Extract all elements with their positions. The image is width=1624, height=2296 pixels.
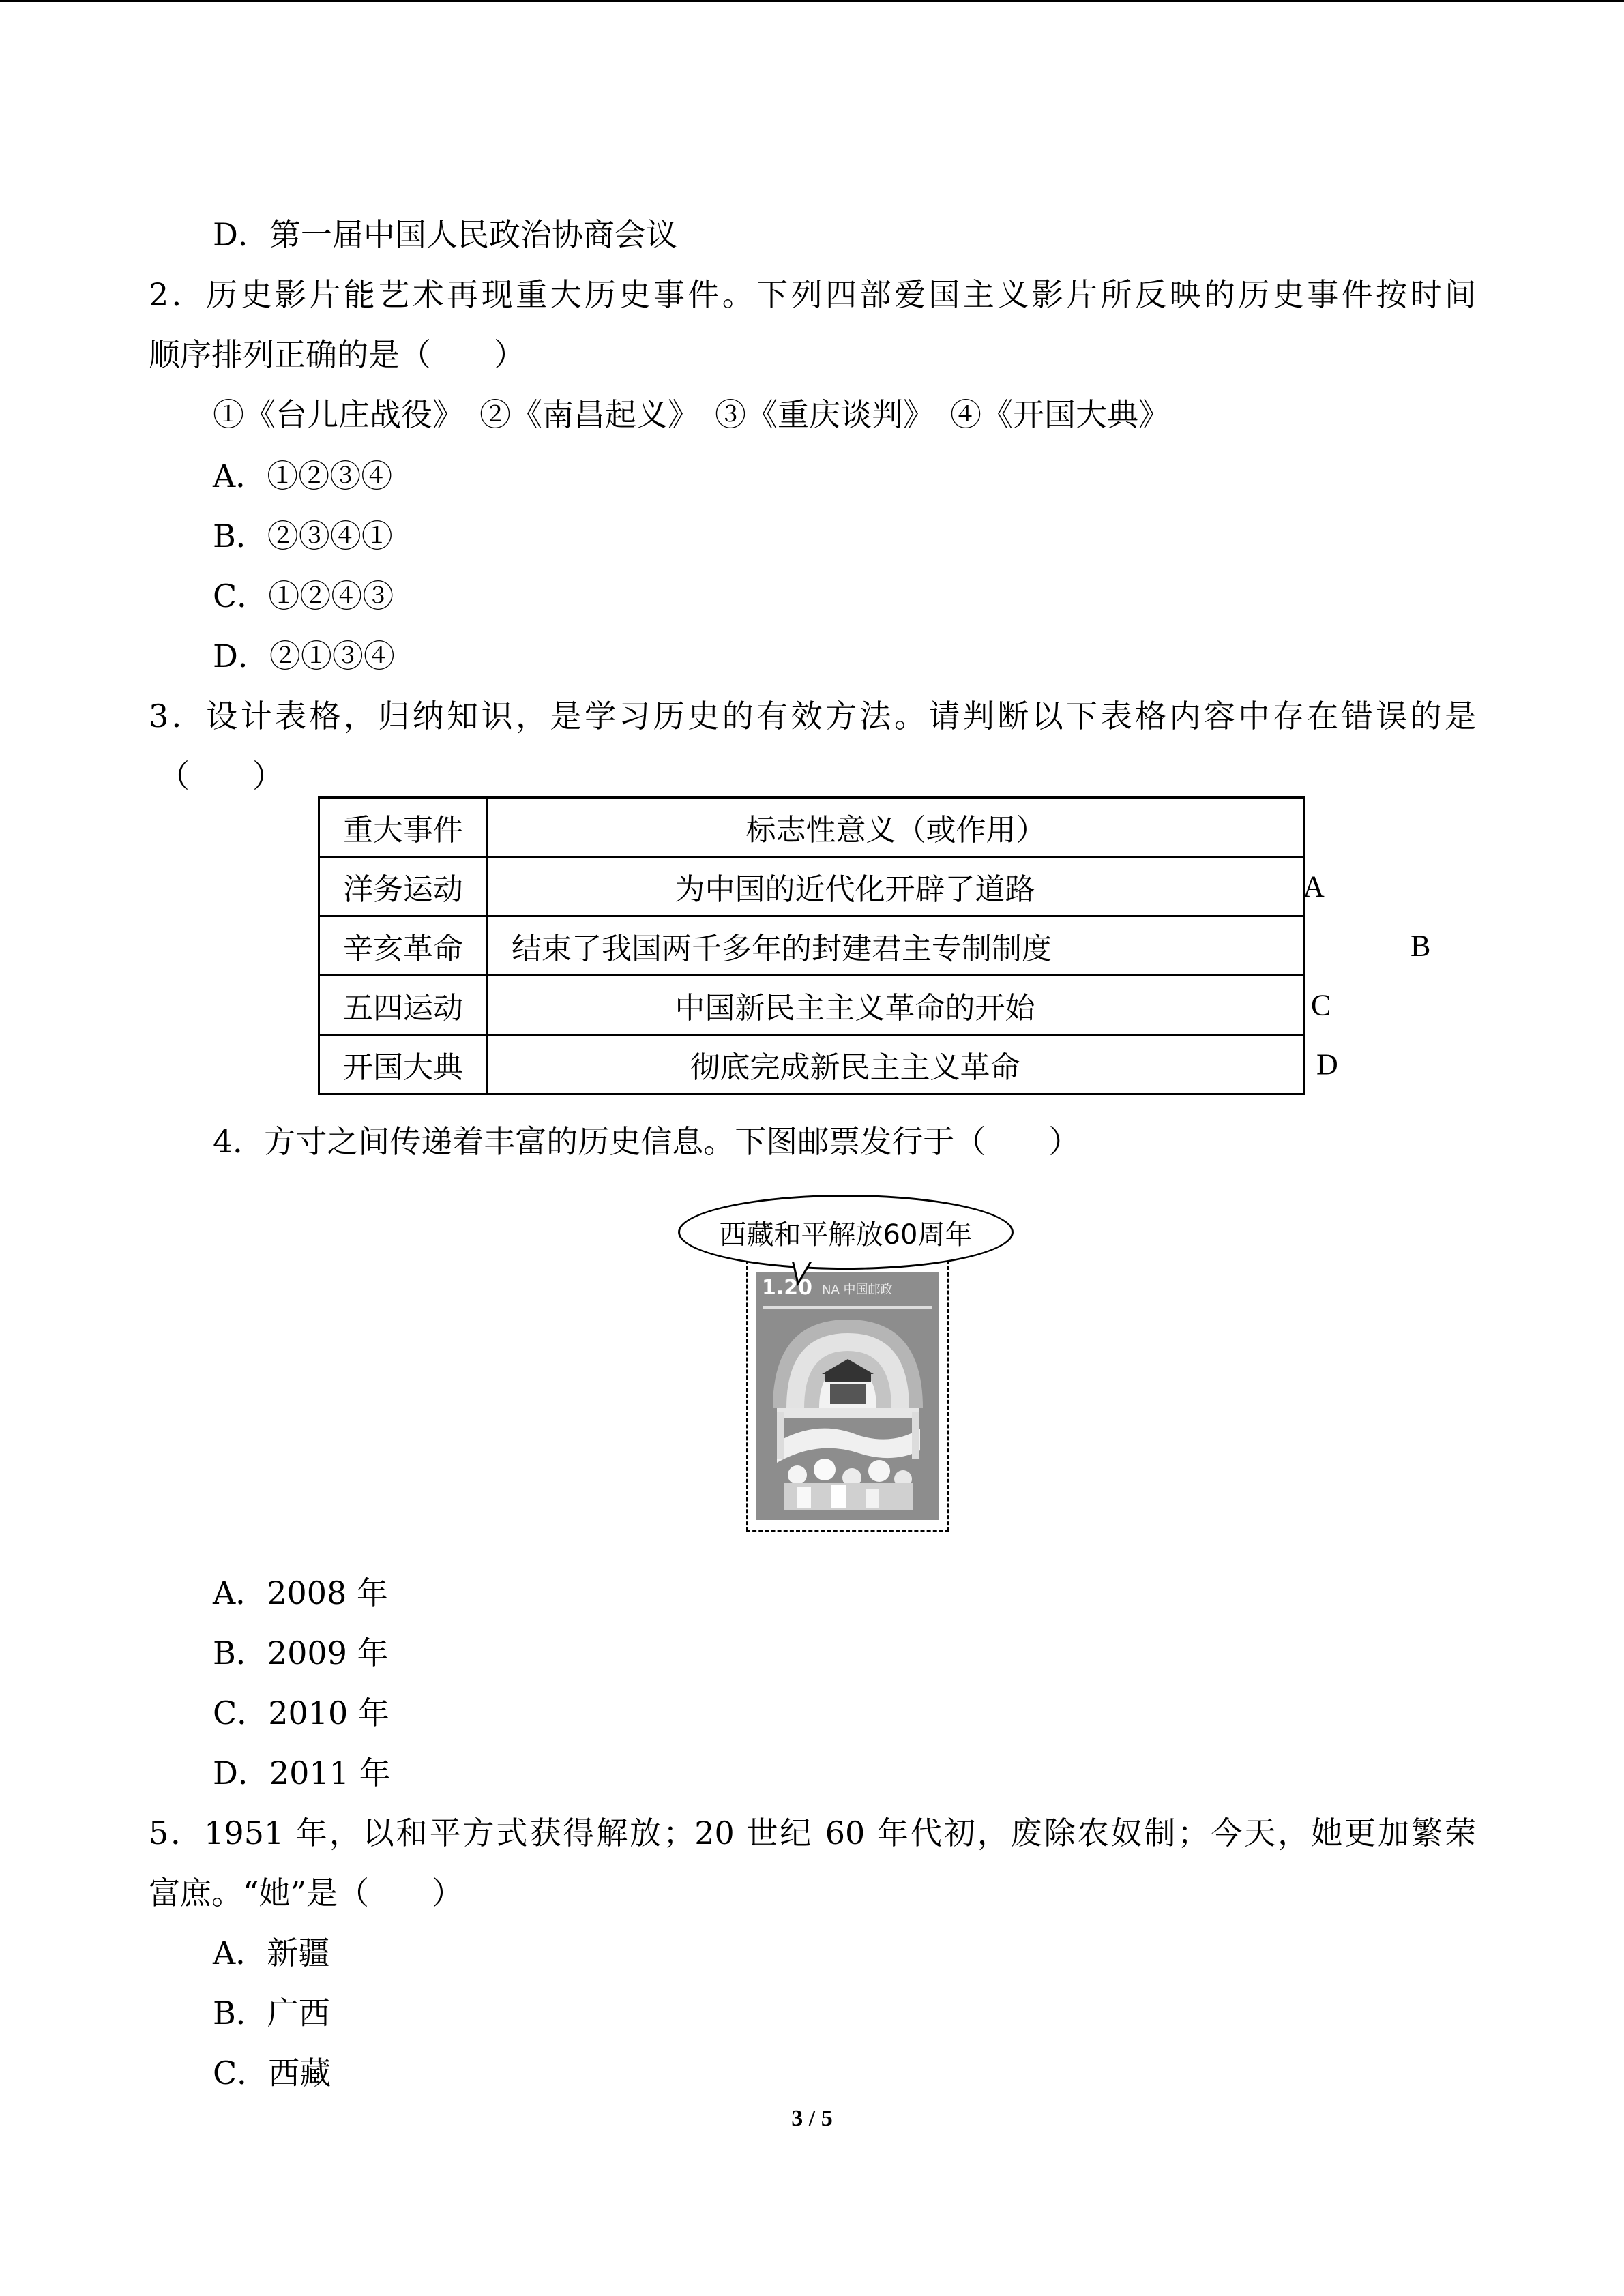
q2-option-b: B．②③④①	[213, 518, 393, 554]
table-row	[319, 976, 1305, 1035]
q2-films: ①《台儿庄战役》 ②《南昌起义》 ③《重庆谈判》 ④《开国大典》	[213, 396, 1170, 433]
row-label: C	[1311, 988, 1331, 1022]
page-number: 3 / 5	[791, 2106, 833, 2131]
stamp-value: 1.20	[762, 1276, 813, 1300]
row-event: 开国大典	[319, 1035, 488, 1094]
row-label: A	[1303, 869, 1325, 904]
stamp-image	[756, 1272, 939, 1520]
row-event: 辛亥革命	[319, 916, 488, 976]
top-border	[0, 0, 1624, 2]
row-label: D	[1316, 1047, 1338, 1082]
postage-stamp	[746, 1260, 949, 1532]
q4-option-b: B．2009 年	[213, 1635, 389, 1671]
q2-option-c: C．①②④③	[213, 578, 394, 614]
table-row	[319, 916, 1305, 976]
row-meaning: 中国新民主主义革命的开始 C	[488, 976, 1305, 1035]
stamp-caption: 西藏和平解放60周年	[719, 1219, 973, 1251]
stamp-artwork-icon	[756, 1272, 939, 1520]
q1-option-d: D．第一届中国人民政治协商会议	[213, 216, 677, 253]
q4-option-d: D．2011 年	[213, 1755, 391, 1791]
q2-stem-line2: 顺序排列正确的是（ ）	[149, 336, 525, 373]
q5-stem-line2: 富庶。“她”是（ ）	[149, 1875, 464, 1911]
q4-stem: 4．方寸之间传递着丰富的历史信息。下图邮票发行于（ ）	[213, 1123, 1080, 1160]
table-row	[319, 1035, 1305, 1094]
q2-option-d: D．②①③④	[213, 638, 395, 674]
table-header-meaning: 标志性意义（或作用）	[488, 798, 1305, 857]
q4-option-c: C．2010 年	[213, 1695, 389, 1731]
q2-option-a: A．①②③④	[213, 458, 393, 494]
q3-stem-line2: （ ）	[158, 758, 284, 794]
row-label: B	[1411, 929, 1431, 963]
row-meaning: 为中国的近代化开辟了道路 A	[488, 857, 1305, 916]
stamp-caption-bubble	[678, 1195, 1014, 1270]
bubble-tail-icon	[791, 1260, 818, 1287]
events-table	[318, 796, 1431, 1095]
q3-stem-line1: 3．设计表格，归纳知识，是学习历史的有效方法。请判断以下表格内容中存在错误的是	[149, 698, 1476, 734]
q5-option-b: B．广西	[213, 1995, 330, 2031]
q5-option-c: C．西藏	[213, 2055, 331, 2091]
row-event: 五四运动	[319, 976, 488, 1035]
row-meaning: 彻底完成新民主主义革命 D	[488, 1035, 1305, 1094]
table-header-row	[319, 798, 1305, 857]
row-meaning: 结束了我国两千多年的封建君主专制制度 B	[488, 916, 1305, 976]
table-header-event: 重大事件	[319, 798, 488, 857]
table-row	[319, 857, 1305, 916]
q4-option-a: A．2008 年	[213, 1575, 388, 1611]
q2-stem-line1: 2．历史影片能艺术再现重大历史事件。下列四部爱国主义影片所反映的历史事件按时间	[149, 276, 1476, 313]
q5-stem-line1: 5．1951 年，以和平方式获得解放；20 世纪 60 年代初，废除农奴制；今天，她更加繁荣	[149, 1815, 1476, 1851]
stamp-text: NA 中国邮政	[822, 1283, 893, 1297]
q5-option-a: A．新疆	[213, 1935, 330, 1971]
row-event: 洋务运动	[319, 857, 488, 916]
